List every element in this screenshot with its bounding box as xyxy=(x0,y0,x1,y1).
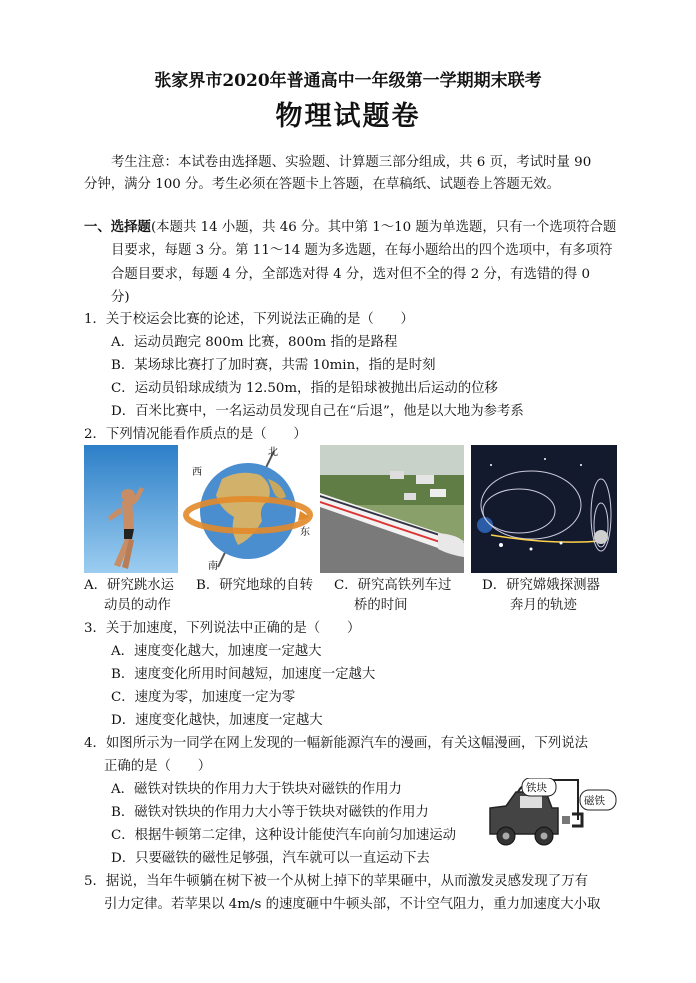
earth-rotation-figure xyxy=(182,445,314,573)
high-speed-train-photo xyxy=(320,445,464,573)
q4-option-c: C．根据牛顿第二定律，这种设计能使汽车向前匀加速运动 xyxy=(111,828,457,843)
cartoon-label-magnet: 磁铁 xyxy=(584,795,605,807)
diver-photo xyxy=(84,445,178,573)
globe-label-east: 东 xyxy=(300,527,310,538)
section-1-line-4: 分) xyxy=(111,290,130,305)
exam-subtitle: 物理试题卷 xyxy=(275,101,421,132)
q4-stem-line-2: 正确的是（ ） xyxy=(104,759,212,774)
notice-line-2: 分钟，满分 100 分。考生必须在答题卡上答题，在草稿纸、试题卷上答题无效。 xyxy=(84,177,560,192)
q1-stem: 1．关于校运会比赛的论述，下列说法正确的是（ ） xyxy=(84,312,414,327)
q2-caption-c-line-1: C．研究高铁列车过 xyxy=(334,578,452,593)
q3-option-b: B．速度变化所用时间越短，加速度一定越大 xyxy=(111,667,376,682)
exam-title: 张家界市2020年普通高中一年级第一学期期末联考 xyxy=(154,71,542,91)
notice-line-1: 考生注意：本试卷由选择题、实验题、计算题三部分组成，共 6 页，考试时量 90 xyxy=(111,155,592,170)
q2-caption-c-line-2: 桥的时间 xyxy=(354,598,408,613)
q4-option-a: A．磁铁对铁块的作用力大于铁块对磁铁的作用力 xyxy=(111,782,402,797)
cartoon-label-iron: 铁块 xyxy=(526,782,547,794)
q4-stem-line-1: 4．如图所示为一同学在网上发现的一幅新能源汽车的漫画，有关这幅漫画，下列说法 xyxy=(84,736,588,751)
globe-label-north: 北 xyxy=(268,447,278,458)
section-1-line-2: 目要求，每题 3 分。第 11～14 题为多选题，在每小题给出的四个选项中，有多项符 xyxy=(111,243,613,258)
q1-option-b: B．某场球比赛打了加时赛，共需 10min，指的是时刻 xyxy=(111,358,436,373)
q5-line-2: 引力定律。若苹果以 4m/s 的速度砸中牛顿头部，不计空气阻力，重力加速度大小取 xyxy=(104,897,601,912)
q3-stem: 3．关于加速度，下列说法中正确的是（ ） xyxy=(84,621,361,636)
q2-stem: 2．下列情况能看作质点的是（ ） xyxy=(84,427,307,442)
q2-caption-b: B．研究地球的自转 xyxy=(196,578,313,593)
lunar-probe-trajectory-figure xyxy=(471,445,617,573)
q1-option-c: C．运动员铅球成绩为 12.50m，指的是铅球被抛出后运动的位移 xyxy=(111,381,498,396)
globe-label-south: 南 xyxy=(208,561,218,572)
q4-option-b: B．磁铁对铁块的作用力大小等于铁块对磁铁的作用力 xyxy=(111,805,429,820)
q3-option-c: C．速度为零，加速度一定为零 xyxy=(111,690,296,705)
section-1-label: 一、选择题 xyxy=(84,219,151,235)
section-1-line-1 xyxy=(84,218,616,237)
q2-caption-a-line-2: 动员的动作 xyxy=(104,598,171,613)
q1-option-d: D．百米比赛中，一名运动员发现自己在“后退”，他是以大地为参考系 xyxy=(111,404,524,419)
q2-caption-a-line-1: A．研究跳水运 xyxy=(84,578,175,593)
section-1-intro: (本题共 14 小题，共 46 分。其中第 1～10 题为单选题，只有一个选项符合题 xyxy=(150,220,617,235)
q1-option-a: A．运动员跑完 800m 比赛，800m 指的是路程 xyxy=(111,335,398,350)
q2-caption-d-line-2: 奔月的轨迹 xyxy=(510,598,577,613)
q3-option-d: D．速度变化越快，加速度一定越大 xyxy=(111,713,323,728)
q3-option-a: A．速度变化越大，加速度一定越大 xyxy=(111,644,322,659)
q4-option-d: D．只要磁铁的磁性足够强，汽车就可以一直运动下去 xyxy=(111,851,430,866)
q2-caption-d-line-1: D．研究嫦娥探测器 xyxy=(482,578,600,593)
magnet-car-cartoon xyxy=(482,778,617,850)
globe-label-west: 西 xyxy=(192,467,202,478)
section-1-line-3: 合题目要求，每题 4 分，全部选对得 4 分，选对但不全的得 2 分，有选错的得 0 xyxy=(111,267,590,282)
q5-line-1: 5．据说，当年牛顿躺在树下被一个从树上掉下的苹果砸中，从而激发灵感发现了万有 xyxy=(84,874,588,889)
